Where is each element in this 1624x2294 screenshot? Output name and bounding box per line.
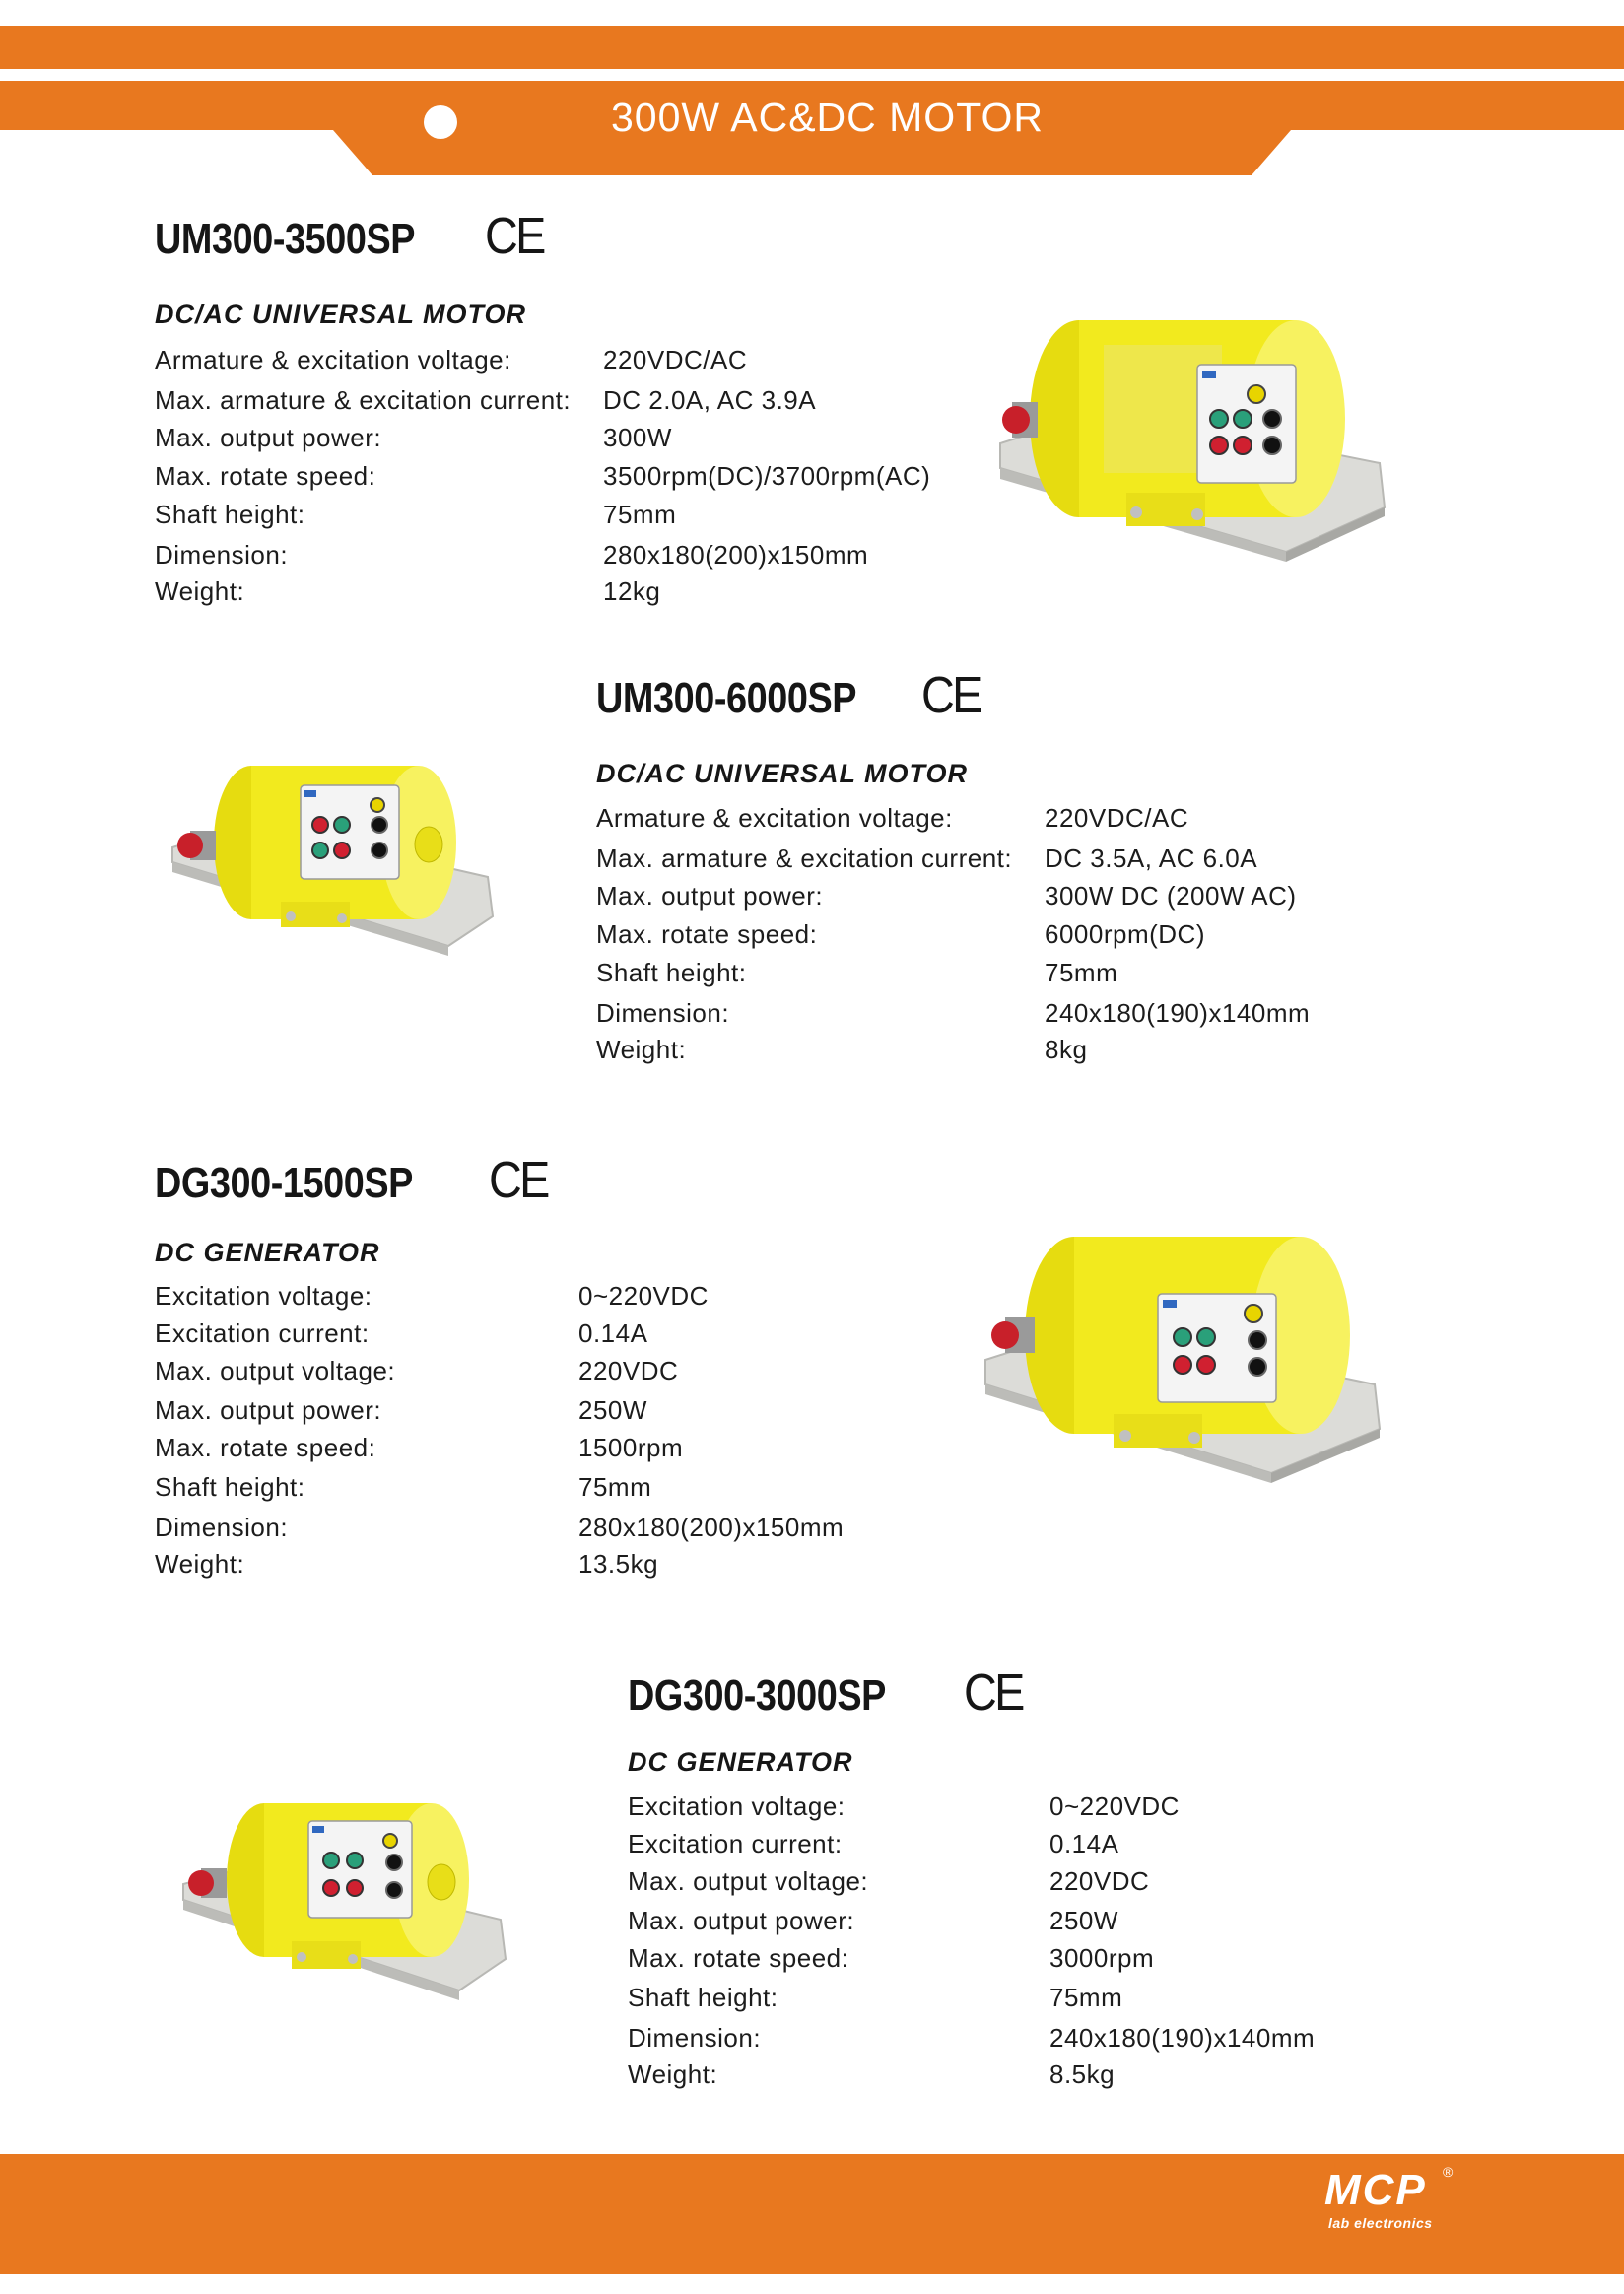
spec-label: Excitation current: — [628, 1829, 843, 1858]
product-subtitle: DC/AC UNIVERSAL MOTOR — [596, 759, 969, 788]
product-subtitle: DC GENERATOR — [628, 1747, 853, 1777]
spec-value: 75mm — [578, 1472, 652, 1502]
product-subtitle: DC GENERATOR — [155, 1238, 380, 1267]
spec-value: 12kg — [603, 576, 661, 606]
spec-table — [596, 803, 1434, 1069]
spec-label: Excitation current: — [155, 1318, 370, 1348]
spec-value: 220VDC/AC — [1045, 803, 1189, 833]
spec-value: 250W — [1049, 1906, 1118, 1935]
product-model-name: DG300-1500SP — [155, 1159, 414, 1207]
spec-label: Armature & excitation voltage: — [155, 345, 511, 374]
spec-value: 75mm — [603, 500, 677, 529]
spec-value: 8.5kg — [1049, 2059, 1116, 2089]
page-title: 300W AC&DC MOTOR — [611, 95, 1044, 140]
spec-label: Weight: — [155, 1549, 245, 1579]
spec-label: Dimension: — [155, 1513, 289, 1542]
spec-label: Dimension: — [628, 2023, 762, 2053]
spec-label: Shaft height: — [628, 1983, 778, 2012]
spec-value: 3000rpm — [1049, 1943, 1155, 1973]
spec-label: Excitation voltage: — [628, 1791, 846, 1821]
spec-label: Weight: — [628, 2059, 718, 2089]
spec-label: Shaft height: — [155, 500, 305, 529]
motor-photo — [175, 1793, 510, 2010]
product-subtitle: DC/AC UNIVERSAL MOTOR — [155, 300, 527, 329]
spec-value: 300W — [603, 423, 672, 452]
spec-label: Max. output power: — [596, 881, 824, 911]
registered-mark: ® — [1443, 2164, 1454, 2180]
ce-mark: CE — [921, 667, 981, 724]
spec-value: DC 2.0A, AC 3.9A — [603, 385, 817, 415]
spec-table — [155, 345, 982, 611]
product-model-name: DG300-3000SP — [628, 1671, 887, 1720]
spec-label: Weight: — [596, 1035, 687, 1064]
product-model-name: UM300-6000SP — [596, 674, 857, 722]
spec-label: Excitation voltage: — [155, 1281, 372, 1311]
logo-tagline: lab electronics — [1328, 2215, 1433, 2231]
spec-value: 0.14A — [1049, 1829, 1119, 1858]
spec-label: Max. rotate speed: — [628, 1943, 849, 1973]
spec-label: Armature & excitation voltage: — [596, 803, 953, 833]
product-model-name: UM300-3500SP — [155, 215, 416, 263]
motor-photo — [990, 296, 1404, 562]
spec-value: 0~220VDC — [1049, 1791, 1180, 1821]
spec-label: Shaft height: — [155, 1472, 305, 1502]
spec-table — [628, 1791, 1436, 2097]
spec-value: 220VDC — [578, 1356, 679, 1385]
spec-label: Max. output power: — [155, 1395, 382, 1425]
motor-photo — [976, 1227, 1399, 1483]
spec-value: 300W DC (200W AC) — [1045, 881, 1297, 911]
spec-value: 0.14A — [578, 1318, 648, 1348]
spec-label: Weight: — [155, 576, 245, 606]
header-top-bar — [0, 26, 1624, 69]
spec-value: 280x180(200)x150mm — [578, 1513, 845, 1542]
spec-value: 220VDC — [1049, 1866, 1150, 1896]
spec-table — [155, 1281, 943, 1586]
spec-label: Max. rotate speed: — [155, 461, 376, 491]
spec-value: 8kg — [1045, 1035, 1088, 1064]
spec-value: 75mm — [1045, 958, 1118, 987]
spec-value: DC 3.5A, AC 6.0A — [1045, 843, 1258, 873]
ce-mark: CE — [964, 1664, 1023, 1721]
motor-photo — [163, 754, 498, 971]
spec-label: Max. rotate speed: — [155, 1433, 376, 1462]
ce-mark: CE — [489, 1152, 548, 1209]
spec-value: 75mm — [1049, 1983, 1123, 2012]
spec-value: 0~220VDC — [578, 1281, 709, 1311]
spec-label: Max. output voltage: — [628, 1866, 869, 1896]
spec-value: 1500rpm — [578, 1433, 684, 1462]
ce-mark: CE — [485, 208, 544, 265]
spec-value: 3500rpm(DC)/3700rpm(AC) — [603, 461, 931, 491]
spec-value: 13.5kg — [578, 1549, 659, 1579]
spec-label: Max. output power: — [155, 423, 382, 452]
mcp-logo — [1324, 2164, 1462, 2231]
spec-value: 250W — [578, 1395, 647, 1425]
spec-value: 240x180(190)x140mm — [1049, 2023, 1316, 2053]
header-bullet-dot — [424, 105, 457, 139]
spec-label: Shaft height: — [596, 958, 747, 987]
spec-label: Dimension: — [155, 540, 289, 570]
spec-value: 6000rpm(DC) — [1045, 919, 1205, 949]
logo-wordmark: MCP — [1324, 2166, 1427, 2214]
spec-value: 220VDC/AC — [603, 345, 748, 374]
spec-value: 280x180(200)x150mm — [603, 540, 869, 570]
spec-label: Dimension: — [596, 998, 730, 1028]
spec-label: Max. output voltage: — [155, 1356, 396, 1385]
spec-value: 240x180(190)x140mm — [1045, 998, 1311, 1028]
spec-label: Max. armature & excitation current: — [155, 385, 572, 415]
spec-label: Max. output power: — [628, 1906, 855, 1935]
spec-label: Max. armature & excitation current: — [596, 843, 1013, 873]
spec-label: Max. rotate speed: — [596, 919, 818, 949]
